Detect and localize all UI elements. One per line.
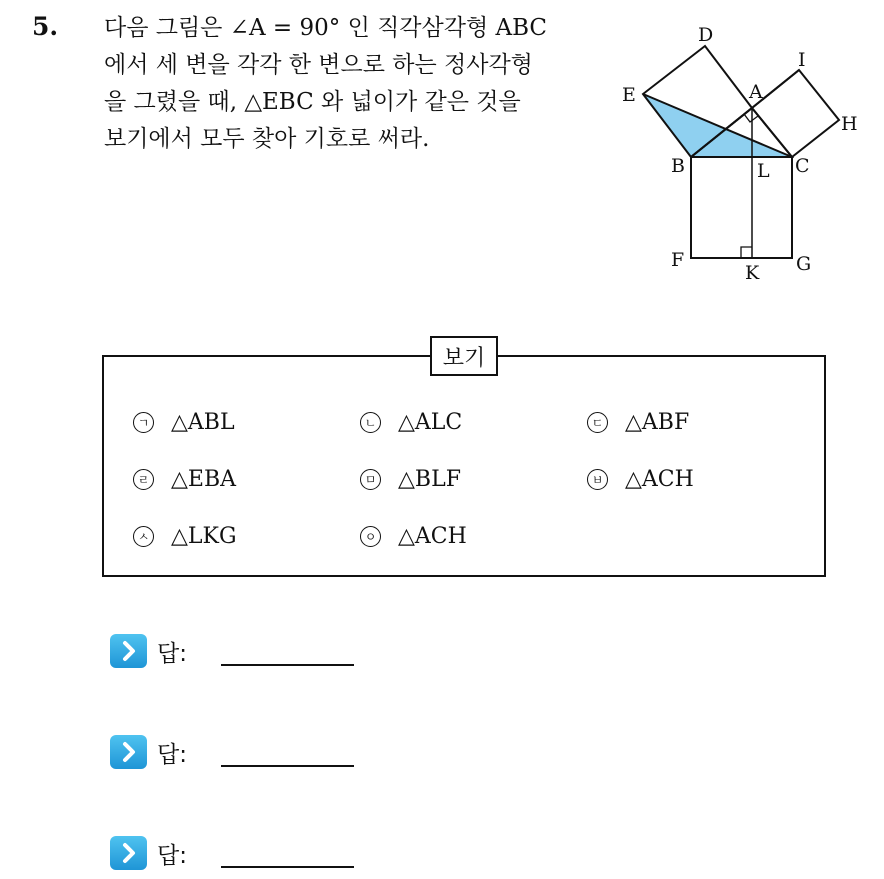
choice-mark: ㄹ — [133, 469, 154, 490]
square-on-bc — [691, 157, 792, 258]
label-l: L — [757, 160, 770, 182]
label-e: E — [622, 84, 636, 106]
right-angle-k — [741, 247, 752, 258]
choice-text: △BLF — [398, 467, 461, 492]
choice-mark: ㄴ — [360, 412, 381, 433]
square-on-ac — [752, 70, 839, 157]
question-line: 보기에서 모두 찾아 기호로 써라. — [104, 126, 430, 152]
label-f: F — [671, 249, 685, 271]
label-k: K — [745, 262, 760, 284]
chevron-right-icon — [110, 836, 147, 870]
label-d: D — [698, 24, 714, 46]
question-line: 에서 세 변을 각각 한 변으로 하는 정사각형 — [104, 52, 533, 78]
label-a: A — [749, 81, 763, 103]
choice-text: △LKG — [171, 524, 237, 549]
right-angle-a — [744, 114, 758, 122]
choice-text: △ACH — [625, 467, 694, 492]
label-h: H — [841, 113, 858, 135]
answer-blank[interactable] — [221, 664, 354, 666]
choice-mark: ㅅ — [133, 526, 154, 547]
choice-item — [133, 410, 235, 435]
choice-text: △ALC — [398, 410, 463, 435]
answer-blank[interactable] — [221, 866, 354, 868]
answer-row — [110, 735, 354, 769]
answer-row — [110, 836, 354, 870]
answer-label: 답: — [157, 640, 187, 667]
choice-item — [133, 467, 236, 492]
choice-item — [133, 524, 237, 549]
question-number: 5. — [32, 12, 59, 41]
choice-item — [360, 524, 467, 549]
label-b: B — [671, 155, 685, 177]
choice-text: △EBA — [171, 467, 237, 492]
label-c: C — [795, 155, 810, 177]
choice-item — [587, 467, 694, 492]
choice-mark: ㄷ — [587, 412, 608, 433]
answer-label: 답: — [157, 842, 187, 869]
question-line: 을 그렸을 때, △EBC 와 넓이가 같은 것을 — [104, 89, 521, 115]
label-i: I — [798, 49, 806, 71]
choice-mark: ㅇ — [360, 526, 381, 547]
choice-item — [360, 410, 462, 435]
choice-mark: ㅂ — [587, 469, 608, 490]
question-line: 다음 그림은 ∠A = 90° 인 직각삼각형 ABC — [104, 15, 548, 41]
choice-mark: ㄱ — [133, 412, 154, 433]
chevron-right-icon — [110, 634, 147, 668]
choice-text: △ACH — [398, 524, 467, 549]
bogi-title: 보기 — [430, 336, 498, 376]
question-text — [104, 10, 594, 158]
answer-label: 답: — [157, 741, 187, 768]
choice-item — [360, 467, 461, 492]
answer-blank[interactable] — [221, 765, 354, 767]
choice-text: △ABF — [625, 410, 690, 435]
choice-text: △ABL — [171, 410, 235, 435]
answer-row — [110, 634, 354, 668]
pythagorean-figure — [610, 18, 858, 288]
choice-mark: ㅁ — [360, 469, 381, 490]
chevron-right-icon — [110, 735, 147, 769]
choice-item — [587, 410, 689, 435]
label-g: G — [796, 253, 812, 275]
